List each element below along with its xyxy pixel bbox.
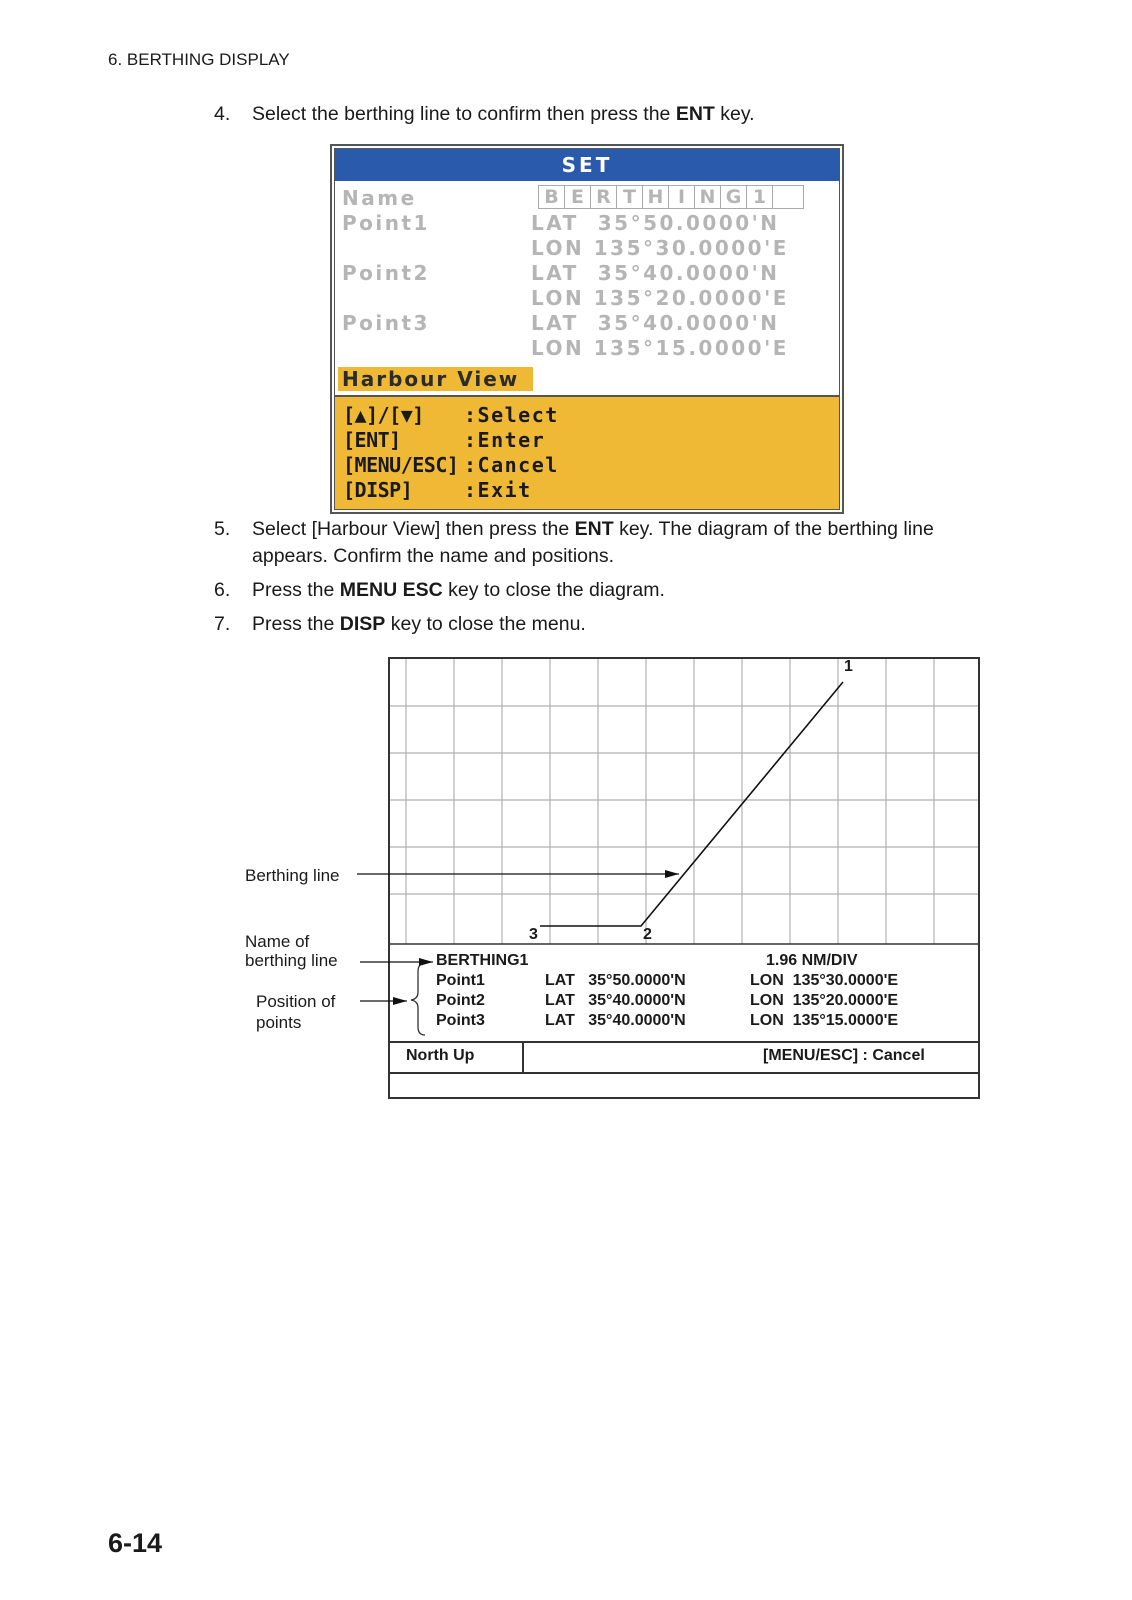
berthing-line-name: BERTHING1 (436, 952, 529, 969)
diagram-point3-lon: LON 135°15.0000'E (750, 1012, 899, 1029)
step-number: 6. (214, 579, 231, 601)
key-help-panel: [▲]/[▼] :Select [ENT] :Enter [MENU/ESC] :Cancel [DISP] :Exit (335, 395, 839, 509)
point3-lat: LAT 35°40.0000'N (531, 311, 780, 335)
diagram-point2-label: Point2 (436, 992, 485, 1009)
point3-lon: LON 135°15.0000'E (531, 336, 789, 360)
step-number: 4. (214, 103, 231, 125)
diagram-point3-label: Point3 (436, 1012, 485, 1029)
harbour-view-item[interactable]: Harbour View (338, 367, 533, 391)
name-field[interactable]: B E R T H I N G 1 (539, 185, 804, 209)
point2-lat: LAT 35°40.0000'N (531, 261, 780, 285)
callout-berthing-line-2: berthing line (245, 951, 338, 970)
callout-arrows (355, 860, 690, 1040)
page-number: 6-14 (108, 1528, 163, 1558)
diagram-point2-lon: LON 135°20.0000'E (750, 992, 899, 1009)
running-header: 6. BERTHING DISPLAY (108, 50, 290, 69)
callout-name-of: Name of (245, 932, 310, 951)
marker-point-3: 3 (529, 926, 538, 943)
point1-lat: LAT 35°50.0000'N (531, 211, 780, 235)
cancel-hint[interactable]: [MENU/ESC] : Cancel (763, 1047, 925, 1064)
step-text: Select the berthing line to confirm then press the ENT key. (252, 103, 755, 125)
name-label: Name (342, 186, 417, 210)
menu-title: SET (335, 149, 839, 181)
point1-label: Point1 (342, 211, 430, 235)
callout-berthing-line: Berthing line (245, 866, 340, 885)
step-7 (214, 611, 1004, 641)
diagram-point1-label: Point1 (436, 972, 485, 989)
point2-label: Point2 (342, 261, 430, 285)
step-6 (214, 577, 1004, 607)
orientation-label: North Up (406, 1047, 475, 1064)
diagram-point1-lat: LAT 35°50.0000'N (545, 972, 686, 989)
step-text: Select [Harbour View] then press the ENT key. The diagram of the berthing line appears. Confirm the name and positions. (252, 518, 934, 567)
step-number: 7. (214, 613, 231, 635)
step-5 (214, 516, 1004, 572)
step-number: 5. (214, 518, 231, 540)
step-text: Press the DISP key to close the menu. (252, 613, 586, 635)
diagram-point3-lat: LAT 35°40.0000'N (545, 1012, 686, 1029)
point1-lon: LON 135°30.0000'E (531, 236, 789, 260)
point2-lon: LON 135°20.0000'E (531, 286, 789, 310)
set-menu (330, 144, 844, 514)
diagram-point1-lon: LON 135°30.0000'E (750, 972, 899, 989)
marker-point-2: 2 (643, 926, 652, 943)
callout-points: points (256, 1013, 302, 1032)
step-4 (214, 101, 1004, 131)
diagram-point2-lat: LAT 35°40.0000'N (545, 992, 686, 1009)
scale-readout: 1.96 NM/DIV (766, 952, 858, 969)
point3-label: Point3 (342, 311, 430, 335)
marker-point-1: 1 (844, 658, 853, 675)
step-text: Press the MENU ESC key to close the diagram. (252, 579, 665, 601)
callout-position-of: Position of (256, 992, 336, 1011)
